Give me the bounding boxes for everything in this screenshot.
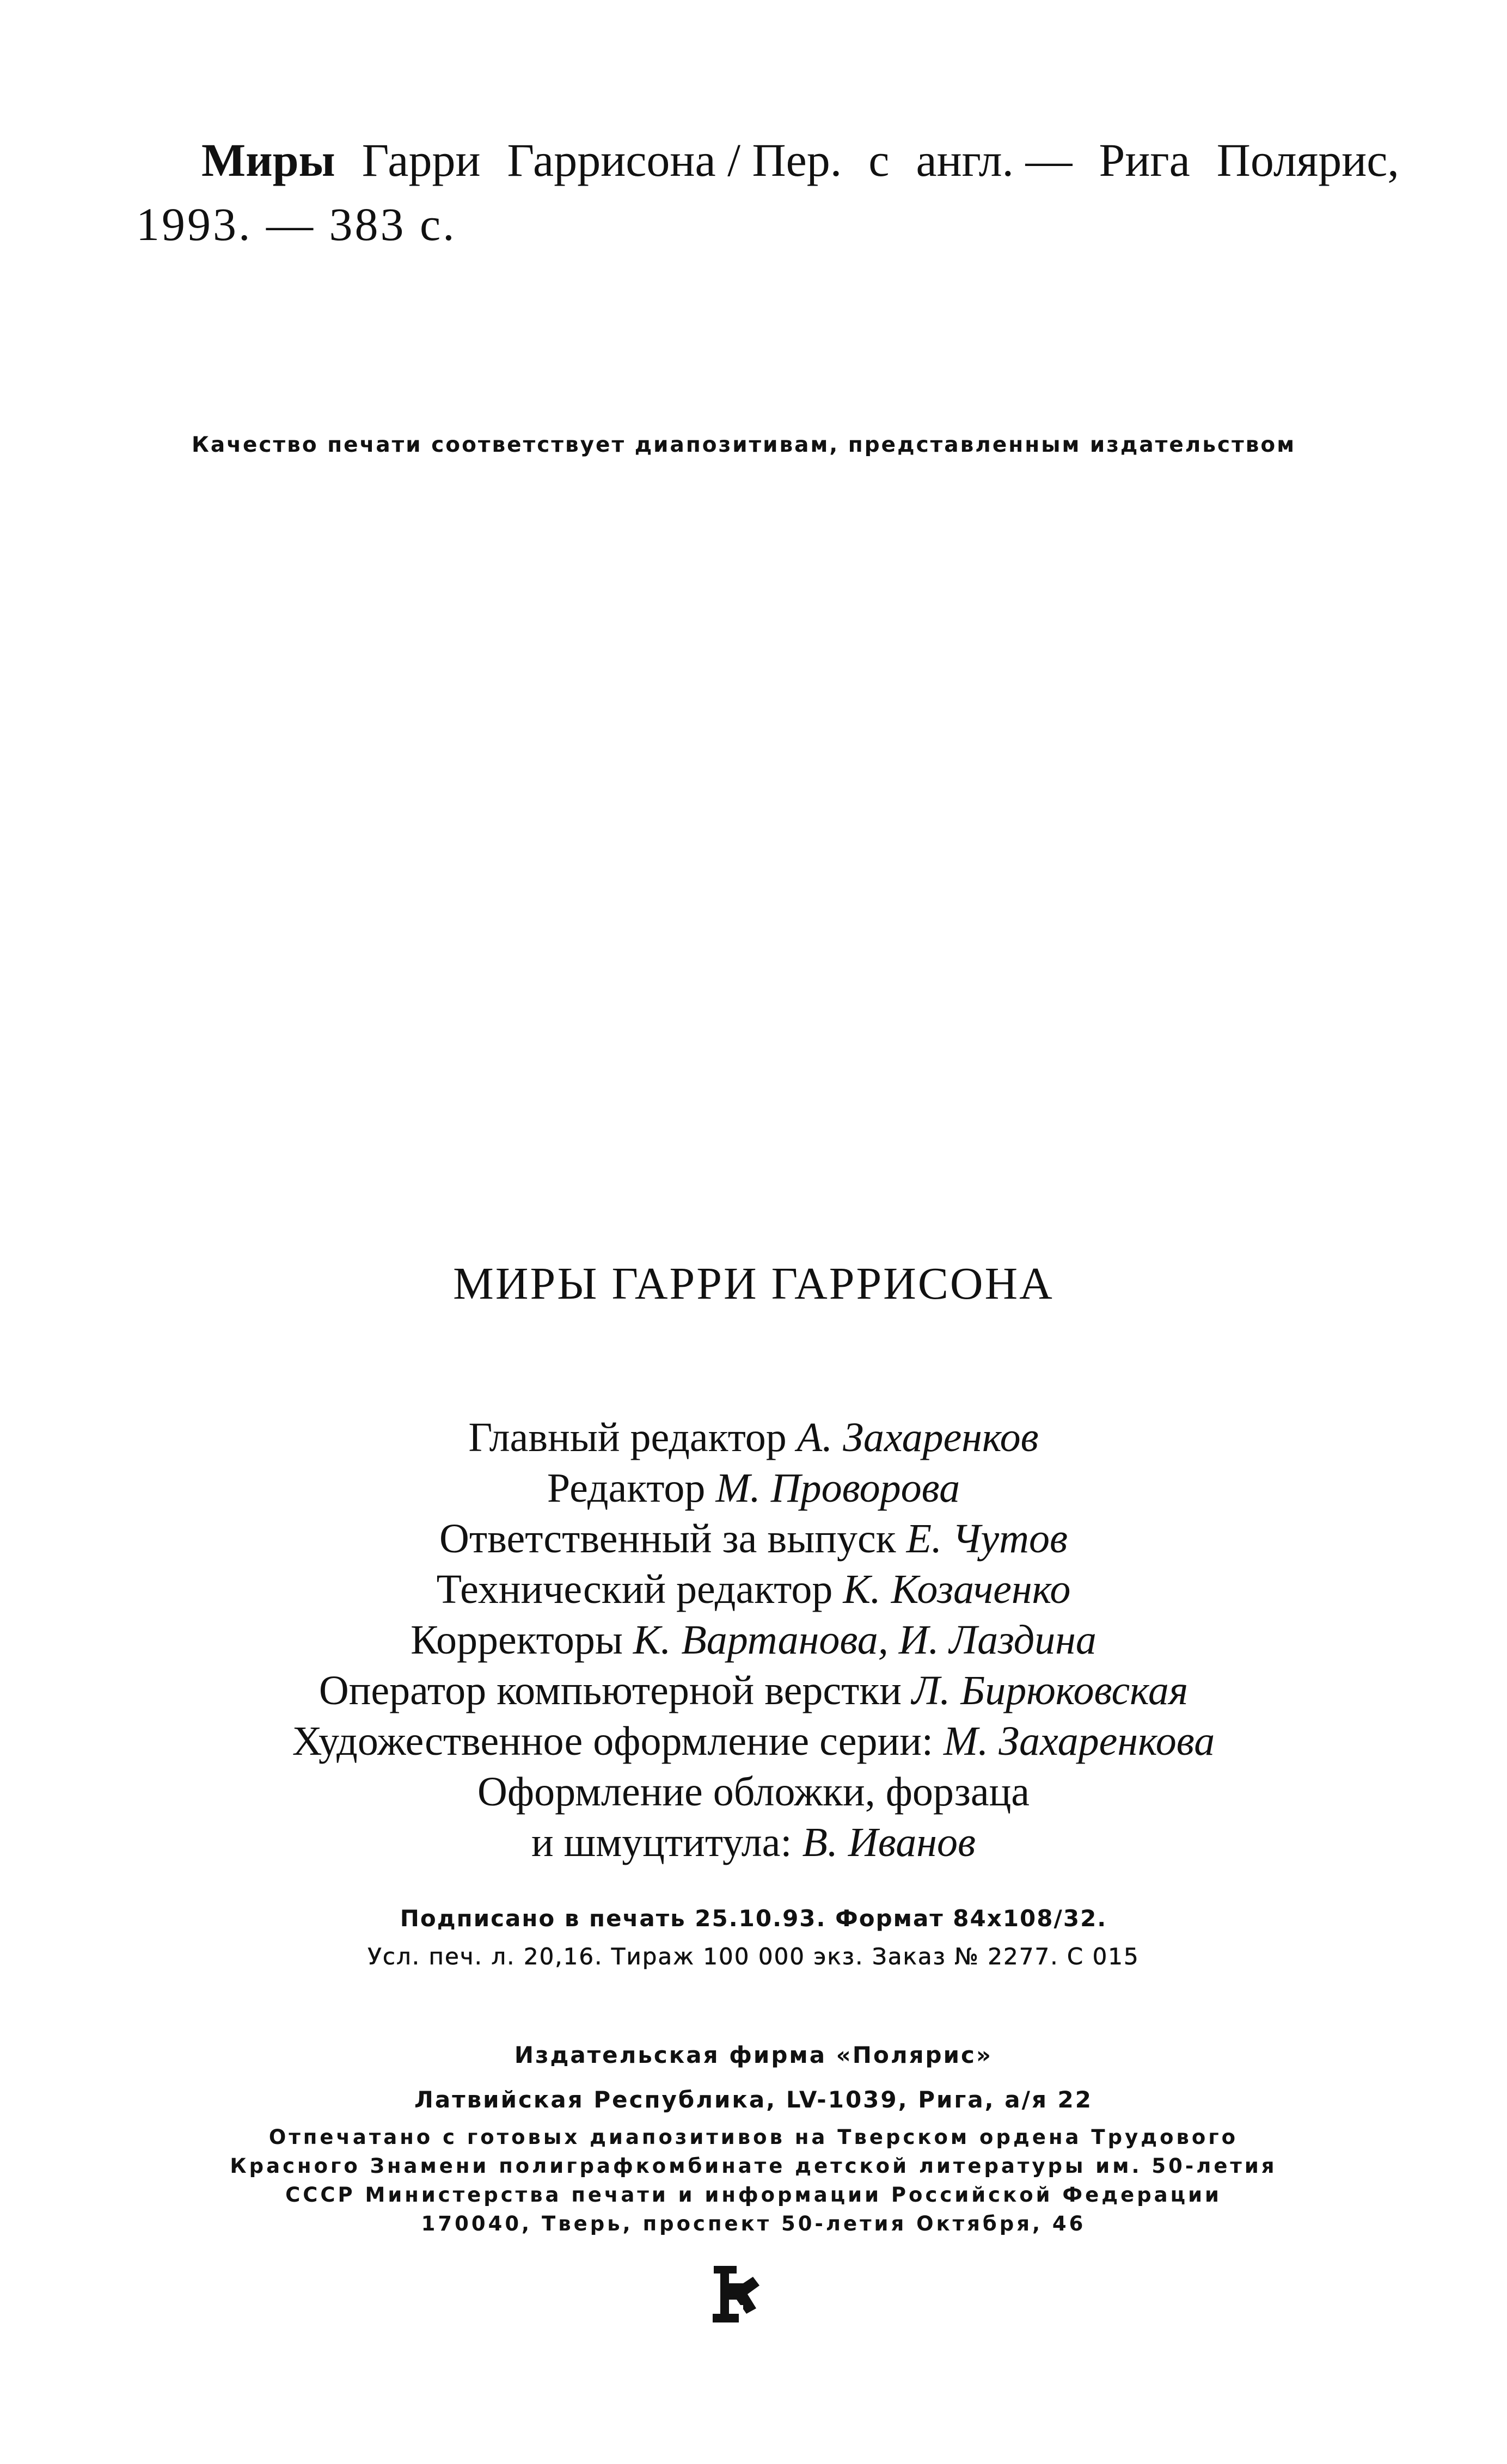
credits-block xyxy=(0,1412,1507,1868)
credit-person: Е. Чутов xyxy=(906,1516,1068,1562)
credit-row xyxy=(0,1412,1507,1463)
credit-role: Ответственный за выпуск xyxy=(439,1516,896,1562)
printer-logo-icon xyxy=(705,2262,765,2327)
publisher-info xyxy=(0,2033,1507,2122)
credit-role: Корректоры xyxy=(411,1617,623,1663)
credit-role: Главный редактор xyxy=(468,1415,787,1460)
credit-person: К. Козаченко xyxy=(843,1566,1071,1612)
bibliographic-note xyxy=(136,128,1399,256)
credit-role: Оператор компьютерной верстки xyxy=(318,1668,902,1713)
credit-role: Технический редактор xyxy=(436,1566,833,1612)
credit-role: Редактор xyxy=(547,1465,706,1511)
bibliographic-lead-word: Миры xyxy=(201,134,335,186)
credit-row xyxy=(0,1817,1507,1868)
bibliographic-line-2: 1993. — 383 с. xyxy=(136,198,457,250)
bibliographic-word: Гарри xyxy=(362,134,481,186)
credit-person: К. Вартанова, И. Лаздина xyxy=(633,1617,1096,1663)
print-quality-note: Качество печати соответствует диапозитивам, представленным издательством xyxy=(192,433,1296,457)
credit-row xyxy=(0,1716,1507,1767)
credit-role: Художественное оформление серии: xyxy=(292,1718,933,1764)
bibliographic-word: с xyxy=(868,134,890,186)
printer-line: Красного Знамени полиграфкомбинате детской литературы им. 50-летия xyxy=(230,2154,1277,2178)
publisher-address: Латвийская Республика, LV-1039, Рига, а/я 22 xyxy=(414,2086,1093,2113)
printer-line: Отпечатано с готовых диапозитивов на Тверском ордена Трудового xyxy=(268,2125,1239,2149)
print-info-line-2: Усл. печ. л. 20,16. Тираж 100 000 экз. Заказ № 2277. С 015 xyxy=(367,1943,1140,1970)
credit-person: В. Иванов xyxy=(802,1820,976,1865)
print-info xyxy=(0,1900,1507,1976)
book-title: МИРЫ ГАРРИ ГАРРИСОНА xyxy=(453,1258,1054,1309)
publisher-name: Издательская фирма «Полярис» xyxy=(514,2042,993,2068)
bibliographic-word: англ. — xyxy=(916,134,1073,186)
credit-person: А. Захаренков xyxy=(797,1415,1039,1460)
credit-row xyxy=(0,1767,1507,1817)
credit-role: Оформление обложки, форзаца xyxy=(477,1769,1030,1815)
printer-info xyxy=(0,2123,1507,2238)
credit-row xyxy=(0,1564,1507,1615)
credit-role: и шмуцтитула: xyxy=(531,1820,792,1865)
print-info-line-1: Подписано в печать 25.10.93. Формат 84x108/32. xyxy=(400,1905,1107,1932)
credit-person: Л. Бирюковская xyxy=(911,1668,1189,1713)
credit-row xyxy=(0,1514,1507,1564)
bibliographic-word: Полярис, xyxy=(1216,134,1399,186)
bibliographic-word: Рига xyxy=(1099,134,1190,186)
credit-person: М. Захаренкова xyxy=(944,1718,1215,1764)
credit-row xyxy=(0,1666,1507,1716)
printer-line: СССР Министерства печати и информации Российской Федерации xyxy=(285,2183,1222,2207)
bibliographic-line-1 xyxy=(136,128,1399,192)
bibliographic-word: Гаррисона / Пер. xyxy=(507,134,842,186)
credit-person: М. Проворова xyxy=(715,1465,960,1511)
printer-line: 170040, Тверь, проспект 50-летия Октября, 46 xyxy=(421,2212,1086,2235)
credit-row xyxy=(0,1463,1507,1514)
credit-row xyxy=(0,1615,1507,1666)
